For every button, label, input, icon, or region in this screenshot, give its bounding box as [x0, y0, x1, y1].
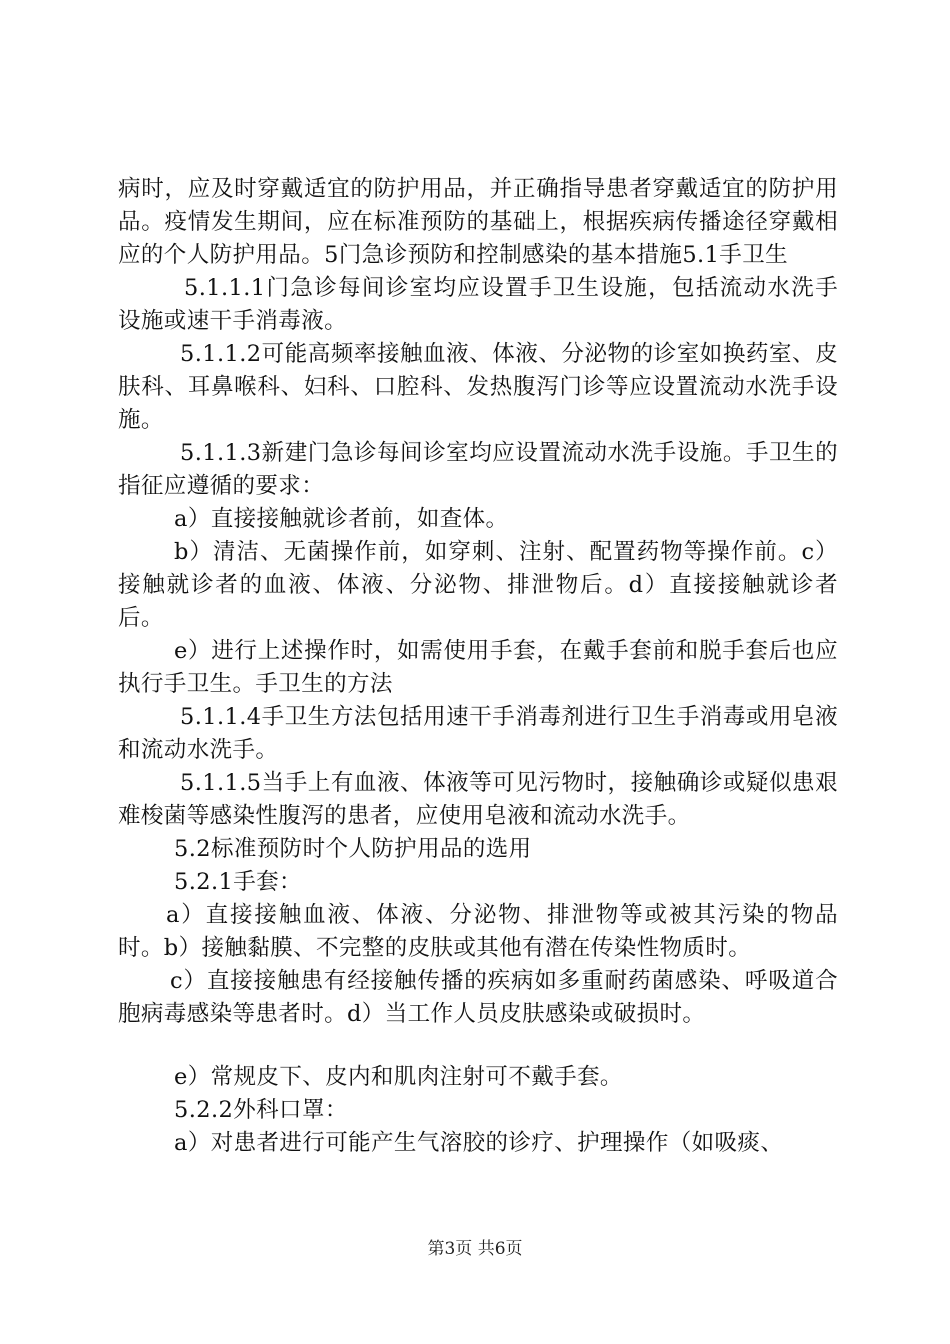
paragraph-5-1-1-5: 5.1.1.5当手上有血液、体液等可见污物时，接触确诊或疑似患艰难梭菌等感染性腹泻的患者，应使用皂液和流动水洗手。 [118, 770, 838, 829]
paragraph-intro: 病时，应及时穿戴适宜的防护用品，并正确指导患者穿戴适宜的防护用品。疫情发生期间，应在标准预防的基础上，根据疾病传播途径穿戴相应的个人防护用品。5门急诊预防和控制感染的基本措施5.1手卫生 [118, 176, 838, 268]
paragraph-gloves-a: a）直接接触血液、体液、分泌物、排泄物等或被其污染的物品时。b）接触黏膜、不完整的皮肤或其他有潜在传染性物质时。 [118, 902, 838, 961]
paragraph-item-e: e）进行上述操作时，如需使用手套，在戴手套前和脱手套后也应执行手卫生。手卫生的方法 [118, 638, 838, 697]
paragraph-5-1-1-3: 5.1.1.3新建门急诊每间诊室均应设置流动水洗手设施。手卫生的指征应遵循的要求： [118, 440, 838, 499]
paragraph-gloves-c: c）直接接触患有经接触传播的疾病如多重耐药菌感染、呼吸道合胞病毒感染等患者时。d）当工作人员皮肤感染或破损时。 [118, 968, 838, 1027]
paragraph-5-1-1-4: 5.1.1.4手卫生方法包括用速干手消毒剂进行卫生手消毒或用皂液和流动水洗手。 [118, 704, 838, 763]
paragraph-item-a: a）直接接触就诊者前，如查体。 [174, 506, 509, 532]
paragraph-5-1-1-1: 5.1.1.1门急诊每间诊室均应设置手卫生设施，包括流动水洗手设施或速干手消毒液。 [118, 275, 838, 334]
paragraph-5-2-heading: 5.2标准预防时个人防护用品的选用 [174, 836, 532, 862]
paragraph-5-2-1-heading: 5.2.1手套： [174, 869, 302, 895]
document-body [118, 173, 838, 1160]
paragraph-gap [118, 1031, 838, 1061]
paragraph-5-1-1-2: 5.1.1.2可能高频率接触血液、体液、分泌物的诊室如换药室、皮肤科、耳鼻喉科、妇科、口腔科、发热腹泻门诊等应设置流动水洗手设施。 [118, 341, 838, 433]
page-footer: 第3页 共6页 [427, 1239, 523, 1259]
paragraph-item-b: b）清洁、无菌操作前，如穿刺、注射、配置药物等操作前。c）接触就诊者的血液、体液、分泌物、排泄物后。d）直接接触就诊者后。 [118, 539, 838, 631]
paragraph-5-2-2-heading: 5.2.2外科口罩： [174, 1097, 348, 1123]
paragraph-mask-a: a）对患者进行可能产生气溶胶的诊疗、护理操作（如吸痰、 [174, 1130, 784, 1156]
paragraph-gloves-e: e）常规皮下、皮内和肌肉注射可不戴手套。 [174, 1064, 623, 1090]
